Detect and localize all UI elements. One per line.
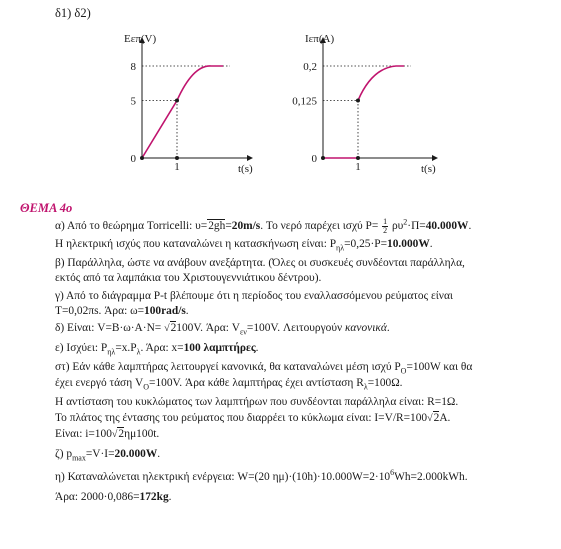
part-label: δ1) δ2) xyxy=(55,6,91,20)
current-tick-0: 0 xyxy=(311,153,317,165)
point-origin xyxy=(321,156,325,160)
answer-f-line3: Η αντίσταση του κυκλώματος των λαμπτήρων που συνδέονται παράλληλα είναι: R=1Ω. xyxy=(55,396,459,408)
answer-a-line1: α) Από το θεώρημα Torricelli: υ=2gh=20m/s. Το νερό παρέχει ισχύ P= $\frac{1}{2}$ $\rho\upsilon^2\cdot\Pi=40.000W$. xyxy=(55,217,472,235)
answer-h-line2: Άρα: 2000·0,086=172kg. xyxy=(55,491,172,503)
answer-f-line1: στ) Εάν κάθε λαμπτήρας λειτουργεί κανονικά, θα καταναλώνει μέση ισχύ $P_O=100W$ και θα xyxy=(55,361,473,376)
answer-c-line2: T=0,02πs. Άρα: ω=100rad/s. xyxy=(55,305,189,317)
current-tick-0.125: 0,125 xyxy=(292,95,317,108)
answer-f-line4: Το πλάτος της έντασης του ρεύματος που διαρρέει το κύκλωμα είναι: I=V/R=100√2A. xyxy=(55,412,451,424)
current-tick-0.2: 0,2 xyxy=(303,61,317,73)
answer-b-line2: εκτός από τα λαμπάκια του Χριστουγεννιάτικου δέντρου). xyxy=(55,272,322,284)
answer-d: δ) Είναι: V=B·ω·A·N= √2100V. Άρα: $V_{\varepsilon\nu}=100V$. Λειτουργούν κανονικά. xyxy=(55,322,390,337)
emf-tick-5: 5 xyxy=(130,95,136,108)
emf-tick-8: 8 xyxy=(130,61,136,73)
current-x-axis-label: t(s) xyxy=(421,163,436,175)
answer-b-line1: β) Παράλληλα, ώστε να ανάβουν ανεξάρτητα. (Όλες οι συσκευές συνδέονται παράλληλα, xyxy=(55,257,465,269)
answer-f-line5: Είναι: i=100√2ημ100t. xyxy=(55,428,160,440)
answer-f-line2: έχει ενεργό τάση $V_O=100V$. Άρα κάθε λαμπτήρας έχει αντίσταση $R_\lambda=100\Omega$. xyxy=(55,377,403,392)
emf-tick-0: 0 xyxy=(130,153,136,165)
point-origin xyxy=(140,156,144,160)
emf-y-axis-label: Eεπ(V) xyxy=(124,33,157,45)
current-y-axis-label: Iεπ(A) xyxy=(305,33,335,45)
emf-tick-t1: 1 xyxy=(174,161,180,173)
answer-e: ε) Ισχύει: $P_{\eta\lambda}=x.P_\lambda$. Άρα: x=100 λαμπτήρες. xyxy=(55,342,259,357)
answer-a-line2: Η ηλεκτρική ισχύς που καταναλώνει η κατασκήνωση είναι: $P_{\eta\lambda}=0,25\cdot P=10.000W$. xyxy=(55,238,433,253)
emf-chart xyxy=(90,28,260,181)
current-tick-t1: 1 xyxy=(355,161,361,173)
current-chart xyxy=(265,28,455,181)
point-t1-axis xyxy=(356,156,360,160)
emf-x-axis-label: t(s) xyxy=(238,163,253,175)
current-curve xyxy=(323,66,404,158)
point-t1 xyxy=(175,99,179,103)
point-t1-axis xyxy=(175,156,179,160)
point-t1-top xyxy=(356,99,360,103)
emf-curve xyxy=(142,66,223,158)
section-title: ΘΕΜΑ 4ο xyxy=(20,201,73,215)
answer-c-line1: γ) Από το διάγραμμα P-t βλέπουμε ότι η περίοδος του εναλλασσόμενου ρεύματος είναι xyxy=(55,290,453,302)
answer-h-line1: η) Καταναλώνεται ηλεκτρική ενέργεια: W=(20 $\eta\mu)\cdot(10h)\cdot 10.000W=2\cdot 10^6Wh=2.000kWh$. xyxy=(55,468,468,483)
answer-g: ζ) $p_{max}=V\cdot I=20.000W$. xyxy=(55,448,161,463)
